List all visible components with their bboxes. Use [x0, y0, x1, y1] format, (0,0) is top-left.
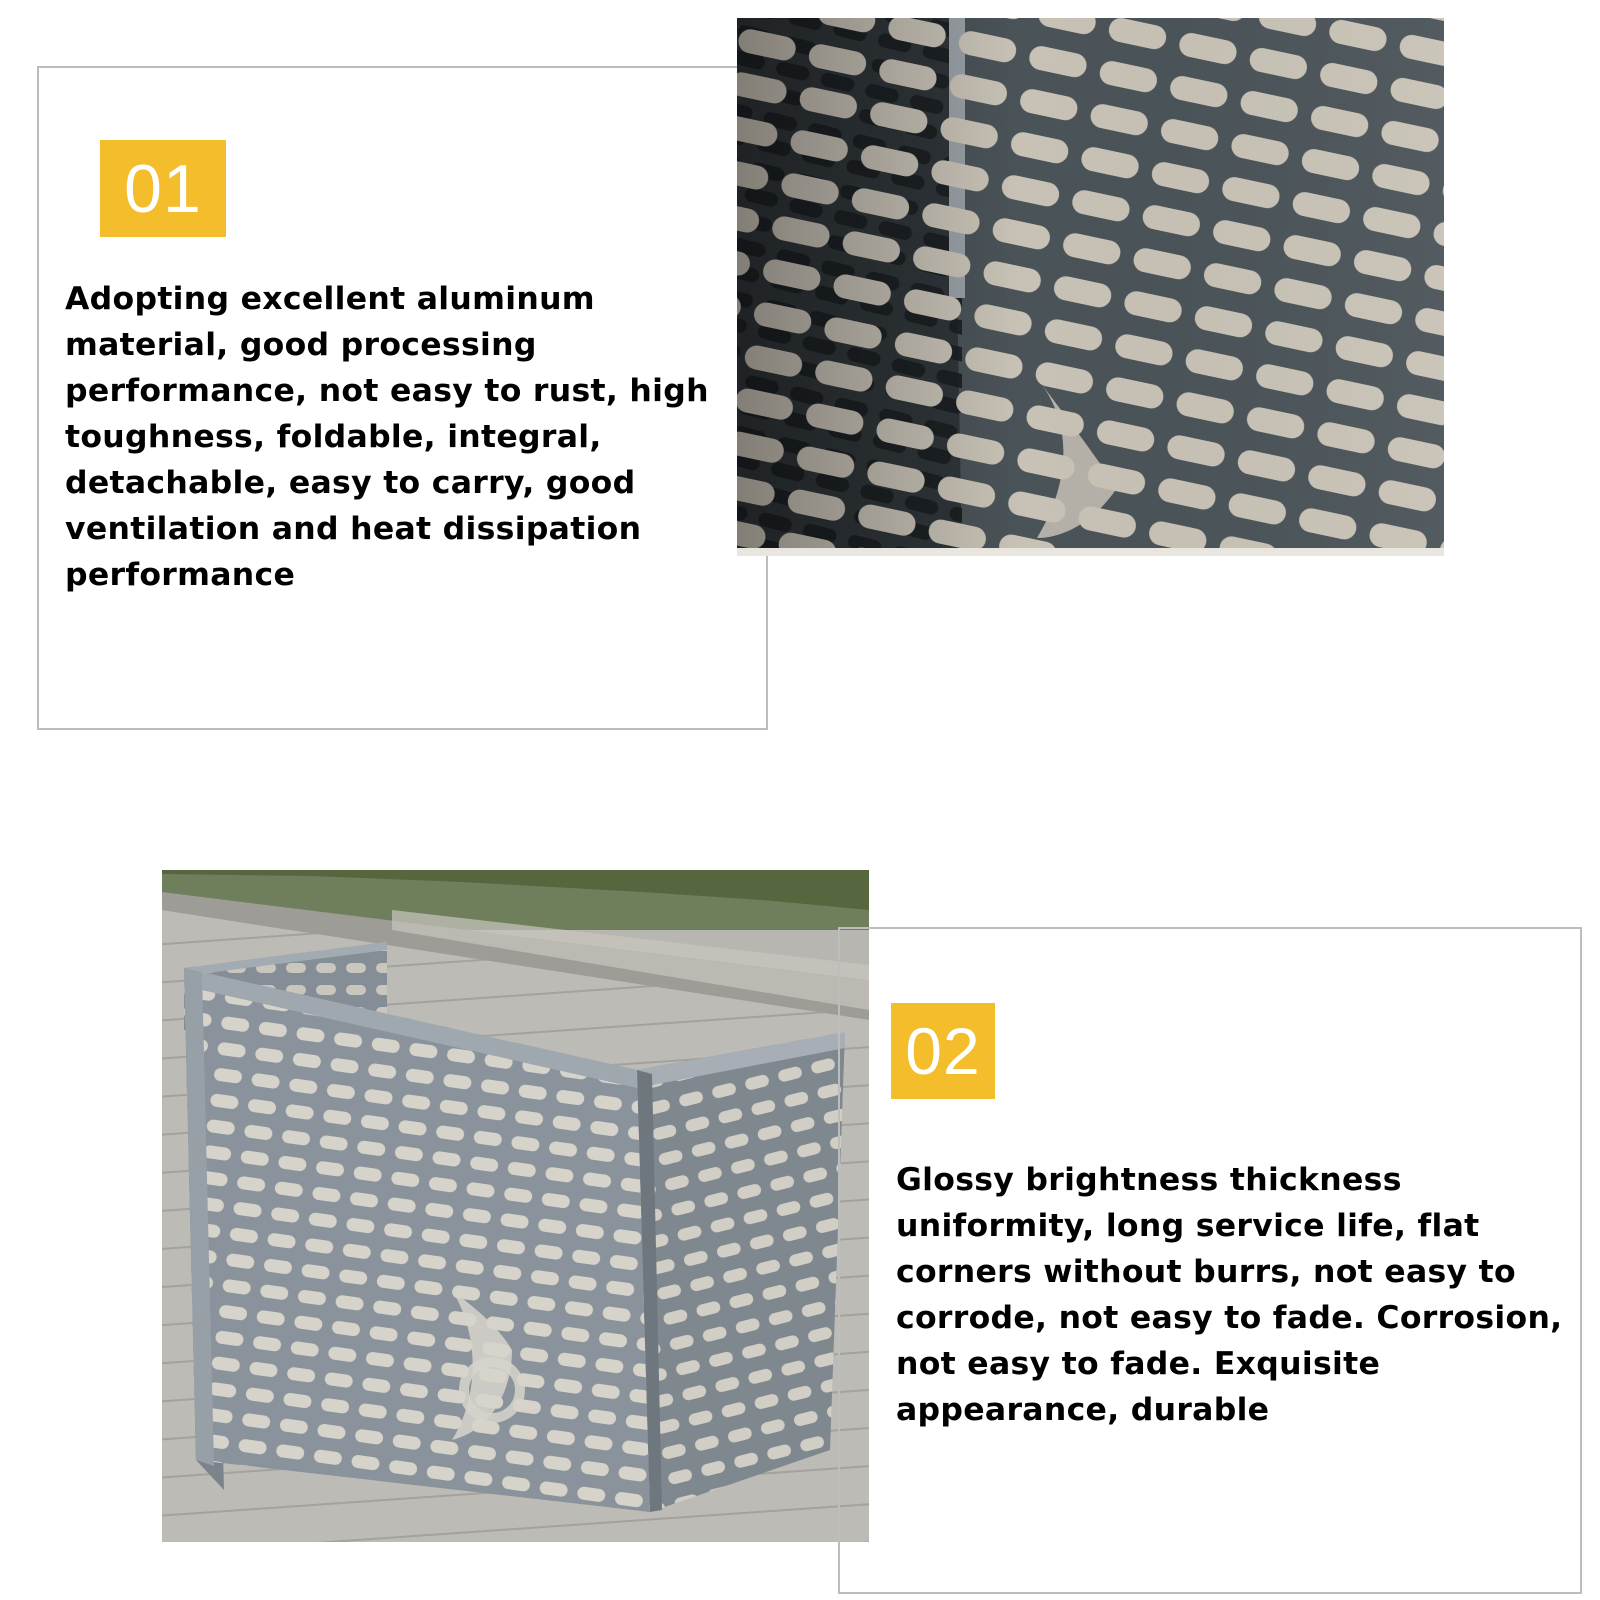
perforated-panel-closeup-photo [737, 18, 1444, 556]
feature-1-number-badge [100, 140, 226, 237]
feature-1-number: 01 [124, 150, 202, 227]
ac-cover-product-photo [162, 870, 869, 1542]
feature-2-number: 02 [905, 1014, 981, 1088]
perforated-panel-closeup-image [737, 18, 1444, 556]
feature-1-description: Adopting excellent aluminum material, good processing performance, not easy to rust, high toughness, foldable, integral, detachable, easy to carry, good ventilation and heat dissipation performance [65, 281, 709, 593]
ac-cover-product-image [162, 870, 869, 1542]
feature-2-number-badge [891, 1003, 995, 1099]
feature-2-description: Glossy brightness thickness uniformity, long service life, flat corners without burrs, not easy to corrode, not easy to fade. Corrosion, not easy to fade. Exquisite appearance, durable [896, 1162, 1563, 1428]
